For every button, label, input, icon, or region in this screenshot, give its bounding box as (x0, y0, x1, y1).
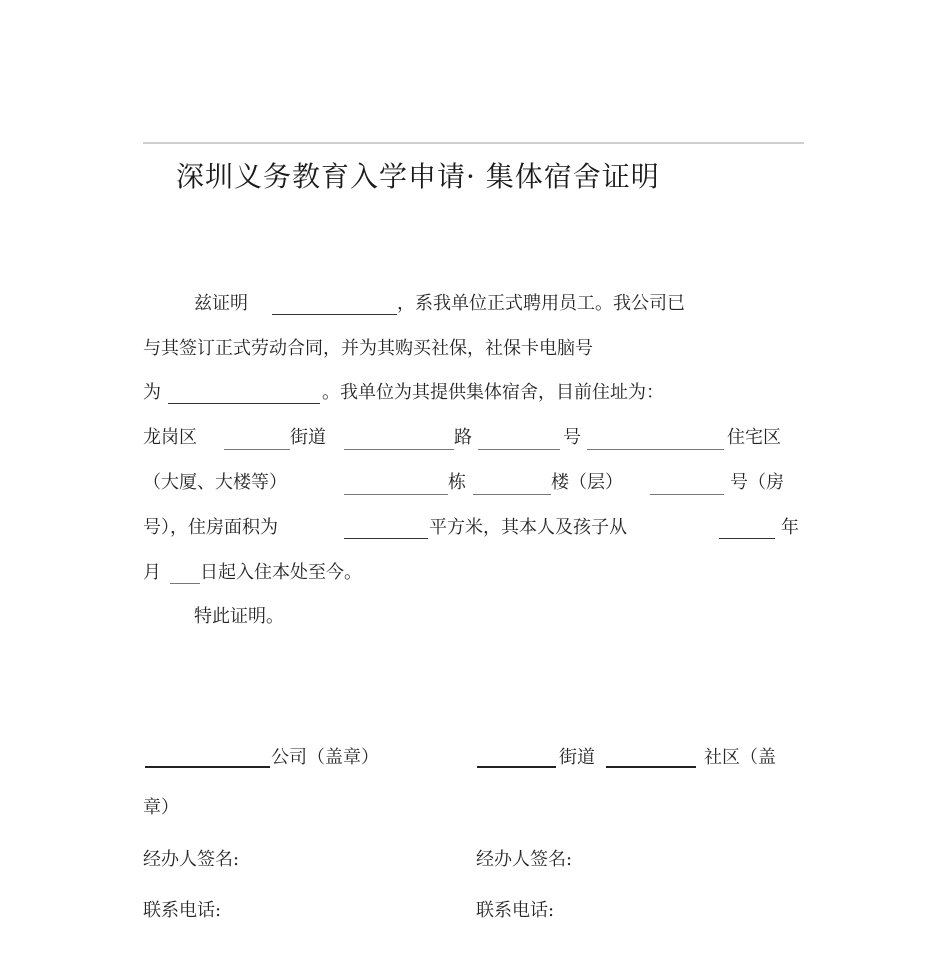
blank-social-security-number[interactable] (168, 403, 320, 404)
text-line4-a: 龙岗区 (143, 427, 197, 448)
text-line3-b: 。我单位为其提供集体宿舍，目前住址为： (322, 382, 664, 403)
blank-residential-area[interactable] (587, 449, 724, 450)
text-line6-b: 平方米，其本人及孩子从 (429, 517, 627, 538)
text-line1-b: ，系我单位正式聘用员工。我公司已 (397, 293, 685, 314)
text-closing: 特此证明。 (194, 606, 284, 627)
blank-room[interactable] (650, 494, 724, 495)
label-phone-right: 联系电话: (476, 900, 555, 921)
label-agent-signature-left: 经办人签名: (143, 849, 240, 870)
label-street: 街道 (559, 747, 595, 768)
text-line4-d: 号 (563, 427, 581, 448)
blank-year[interactable] (719, 538, 775, 539)
text-line2: 与其签订正式劳动合同，并为其购买社保，社保卡电脑号 (143, 338, 593, 359)
blank-number[interactable] (478, 449, 560, 450)
text-line5-a: （大厦、大楼等） (143, 472, 287, 493)
blank-street[interactable] (224, 449, 290, 450)
blank-road[interactable] (344, 449, 454, 450)
text-line5-b: 栋 (448, 472, 466, 493)
blank-building[interactable] (344, 494, 448, 495)
label-agent-signature-right: 经办人签名: (476, 849, 573, 870)
text-line3-a: 为 (143, 382, 161, 403)
blank-company-name[interactable] (145, 766, 270, 768)
label-company-seal: 公司（盖章） (271, 747, 379, 768)
label-community-seal: 社区（盖 (704, 747, 776, 768)
blank-community[interactable] (606, 766, 696, 768)
text-line7-a: 月 (143, 562, 161, 583)
text-line1-a: 兹证明 (194, 293, 248, 314)
text-line4-c: 路 (454, 427, 472, 448)
text-line5-c: 楼（层） (551, 472, 623, 493)
text-line6-a: 号），住房面积为 (143, 517, 278, 538)
text-line6-c: 年 (781, 517, 799, 538)
header-rule (143, 142, 804, 144)
text-line4-e: 住宅区 (727, 427, 781, 448)
blank-area[interactable] (344, 538, 428, 539)
label-phone-left: 联系电话: (143, 900, 222, 921)
blank-floor[interactable] (473, 494, 551, 495)
label-community-seal-cont: 章） (143, 797, 179, 818)
blank-date[interactable] (170, 583, 200, 584)
text-line7-b: 日起入住本处至今。 (200, 562, 362, 583)
document-title: 深圳义务教育入学申请· 集体宿舍证明 (176, 160, 660, 193)
blank-employee-name[interactable] (272, 314, 397, 315)
text-line4-b: 街道 (290, 427, 326, 448)
blank-sign-street[interactable] (477, 766, 556, 768)
text-line5-d: 号（房 (730, 472, 784, 493)
